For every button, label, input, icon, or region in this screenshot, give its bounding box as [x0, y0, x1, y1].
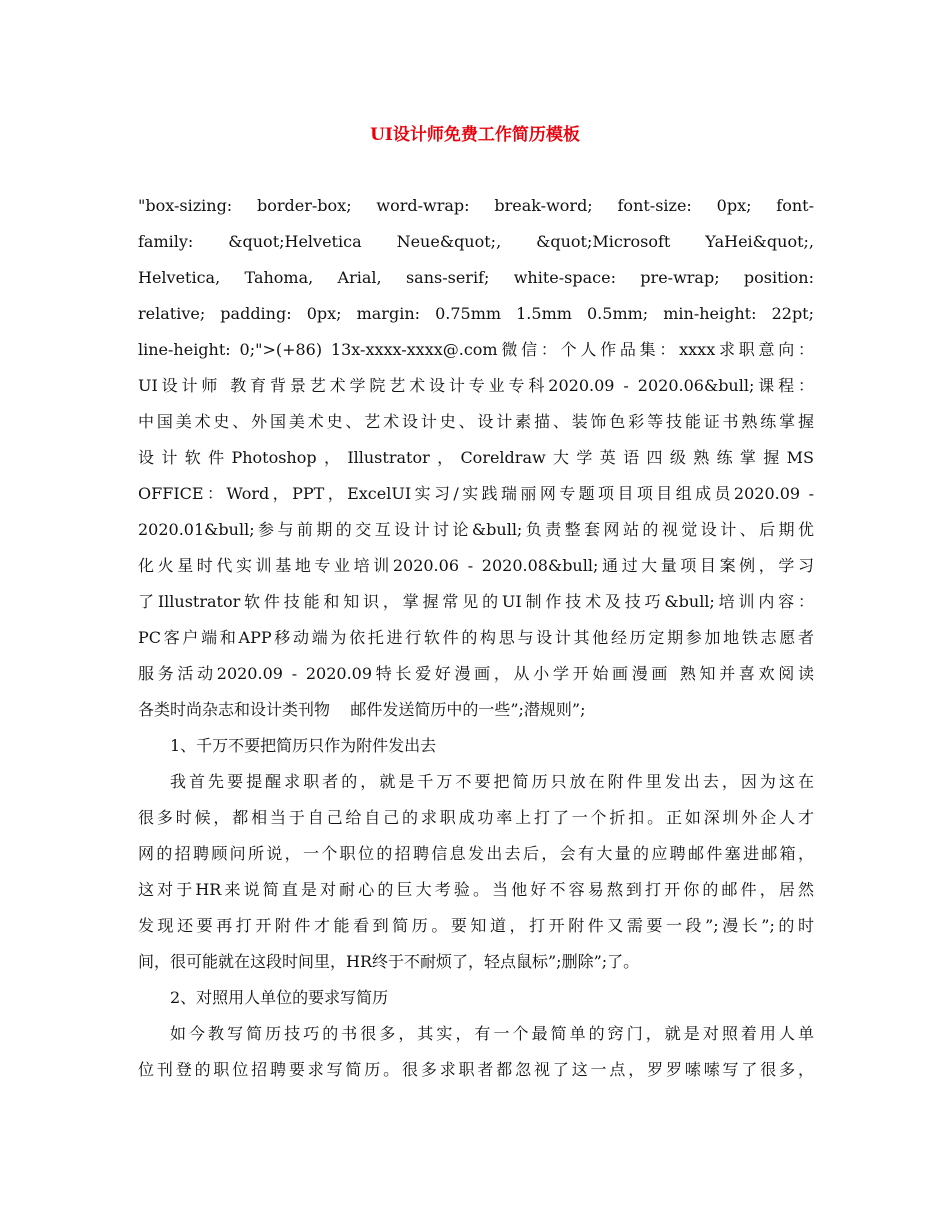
body-line: 了Illustrator软件技能和知识，掌握常见的UI制作技术及技巧&bull;培训内容： [138, 592, 814, 611]
body-line: PC客户端和APP移动端为依托进行软件的构思与设计其他经历定期参加地铁志愿者 [138, 628, 814, 647]
paragraph-first-line: 如今教写简历技巧的书很多，其实，有一个最简单的窍门，就是对照着用人单 [170, 1024, 814, 1043]
body-line: "box-sizing: border-box; word-wrap: break-word; font-size: 0px; font- [138, 196, 814, 215]
body-line: Helvetica, Tahoma, Arial, sans-serif; white-space: pre-wrap; position: [138, 268, 814, 287]
body-line: 设计软件Photoshop，Illustrator，Coreldraw大学英语四级熟练掌握MS [138, 448, 814, 467]
body-line: OFFICE：Word，PPT，ExcelUI实习/实践瑞丽网专题项目项目组成员2020.09 - [138, 484, 814, 503]
section-heading: 2、对照用人单位的要求写简历 [170, 988, 389, 1007]
body-line: 位刊登的职位招聘要求写简历。很多求职者都忽视了这一点，罗罗嗦嗦写了很多， [138, 1060, 814, 1079]
body-line: line-height: 0;">(+86) 13x-xxxx-xxxx@.com微信：个人作品集：xxxx求职意向： [138, 340, 814, 359]
body-line: 中国美术史、外国美术史、艺术设计史、设计素描、装饰色彩等技能证书熟练掌握 [138, 412, 814, 431]
body-line: 服务活动2020.09 - 2020.09特长爱好漫画，从小学开始画漫画 熟知并喜欢阅读 [138, 664, 814, 683]
body-line: family: &quot;Helvetica Neue&quot;, &quot;Microsoft YaHei&quot;, [138, 232, 814, 251]
body-line: 间，很可能就在这段时间里，HR终于不耐烦了，轻点鼠标”;删除”;了。 [138, 952, 640, 971]
body-line: 各类时尚杂志和设计类刊物 邮件发送简历中的一些”;潜规则”; [138, 700, 586, 719]
body-line: 发现还要再打开附件才能看到简历。要知道，打开附件又需要一段”;漫长”;的时 [138, 916, 814, 935]
body-line: 2020.01&bull;参与前期的交互设计讨论&bull;负责整套网站的视觉设计、后期优 [138, 520, 814, 539]
paragraph-first-line: 我首先要提醒求职者的，就是千万不要把简历只放在附件里发出去，因为这在 [170, 772, 814, 791]
body-line: 化火星时代实训基地专业培训2020.06 - 2020.08&bull;通过大量项目案例，学习 [138, 556, 814, 575]
body-line: 很多时候，都相当于自己给自己的求职成功率上打了一个折扣。正如深圳外企人才 [138, 808, 814, 827]
page-title: UI设计师免费工作简历模板 [370, 125, 580, 145]
body-line: UI设计师 教育背景艺术学院艺术设计专业专科2020.09 - 2020.06&bull;课程： [138, 376, 814, 395]
body-line: 这对于HR来说简直是对耐心的巨大考验。当他好不容易熬到打开你的邮件，居然 [138, 880, 814, 899]
body-line: relative; padding: 0px; margin: 0.75mm 1.5mm 0.5mm; min-height: 22pt; [138, 304, 814, 323]
document-body [138, 188, 814, 1088]
body-line: 网的招聘顾问所说，一个职位的招聘信息发出去后，会有大量的应聘邮件塞进邮箱， [138, 844, 814, 863]
section-heading: 1、千万不要把简历只作为附件发出去 [170, 736, 437, 755]
